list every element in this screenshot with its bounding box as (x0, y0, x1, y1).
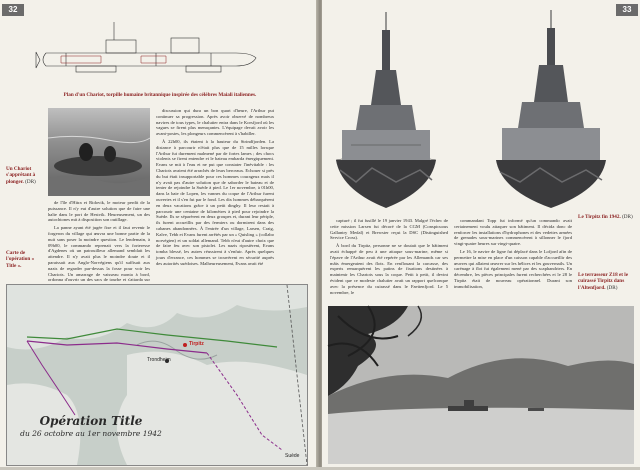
map-label-trondheim: Trondheim (147, 357, 171, 363)
paragraph: discussion qui dura un bon quart d'heure, l'Arthur put continuer sa progression. Après avoir observé de nombreux navires de tous types, le chalutier entra dans le Korsfjord où les vagues se firent plus menaçantes. L'équipage devait avoir les avant-postes, les plongeurs commencèrent à s'habiller. (156, 108, 274, 137)
paragraph: La panne ayant été jugée fixe et il faut revenir le forgeron du village qui œuvra une bonne partie de la nuit sans poser la moindre question. Le lendemain, à 09h00, le commando reprenait vers la forteresse d'Agdenes où un patrouilleur allemand semblait les attendre. Il n'y avait plus le moindre doute et il paraissait aux Anglo-Norvégiens qu'il suffisait aux nazis de regarder par-dessus la fosse pour voir les Chariots. Un amarrage de vaisseau monta à bord, ordonna d'ouvrir un des sacs de tourbe et s'attarda sur (48, 225, 150, 283)
text-column-4 (454, 218, 572, 304)
paragraph: À 22h00, ils étaient à la hauteur du Strindfjorden. La distance à parcourir n'était plus que de 15 milles lorsque l'Arthur fut durement malmené par de fortes lames ; des chocs violents se firent entendre et le bateau embarda énergiquement. Evans se mit à l'eau et ne put que constater l'inévitable : les Chariots avaient été arrachés de leurs berceaux. Echouer si près du but était insupportable pour ces hommes courageux mais il n'y avait pas d'autre solution que de saborder le bateau et de tenter de rejoindre la Suède à pied. Le 1er novembre, à 01h00, dans la baie de Lopen, les vannes du coque de l'Arthur furent ouvertes et il s'en fut par le fond. Les dix hommes débarquèrent en deux vacations grâce à un petit dinghy. Il leur restait à parcourir une centaine de kilomètres à pied pour rejoindre la Suède. Ils se séparèrent en deux groupes et, durant leur périple, ils furent accueillis par des fermiers ou dormirent dans des cabanes abandonnées. À l'entrée d'un village, Larsen, Craig, Kalve, Tebb et Evans furent arrêtés par un « Quisling » (collabo norvégien) et un soldat allemand. Tebb n'eut d'autre choix que de faire feu avec son pistolet. Les nazis ripostèrent, Evans tomba blessé, les autres réussirent à s'enfuir. Après quelques jours d'errance, ces hommes se trouvèrent en sécurité auprès des autorités suédoises. Malheureusement, Evans avait été (156, 138, 274, 266)
map-title: Opération Title (39, 414, 143, 428)
caption-tirpitz: Le Tirpitz fin 1942. (DR) (578, 214, 633, 220)
tirpitz-profile-drawings (336, 10, 616, 215)
caption-trawler: Le terrasseur Z18 et le cuirassé Tirpitz dans l'Altenfjord. (DR) (578, 272, 629, 291)
map-title-block (16, 414, 166, 438)
map-label-suede: Suède (285, 453, 300, 459)
map-subtitle: du 26 octobre au 1er novembre 1942 (20, 429, 162, 438)
chariot-plan-drawing (36, 8, 276, 88)
operation-map (6, 284, 308, 466)
paragraph: À bord du Tirpitz, personne ne se doutait que le bâtiment avait échappé de peu à une attaque sous-marine, même si l'épave de l'Arthur avait été repérée par les Allemands car ses mâts émergeaient des flots. En renflouant la carcasse, des experts remarquèrent les patins de fixations destinées à maintenir les Chariots sous la coque. Petit à petit, il devint évident que ce modeste chalutier avait un rapport quelconque avec la présence du cuirassé dans le Faettenfjord. Le 5 novembre, le (330, 243, 448, 295)
paragraph: capturé ; il fut fusillé le 19 janvier 1943. Malgré l'échec de cette mission Larsen fut décoré de la CGM (Conspicuous Gallantry Medal) et Brewster reçut la DSC (Distinguished Service Cross). (330, 218, 448, 241)
text-column-1 (48, 200, 150, 282)
paragraph: commandant Topp fut informé qu'un commando avait certainement voulu attaquer son bâtiment. Il décida donc de renforcer les installations d'hydrophones et des vedettes armées de grenades sous-marines commencèrent à sillonner le fjord vingt-quatre heures sur vingt-quatre. (454, 218, 572, 247)
map-label-tirpitz: Tirpitz (189, 341, 204, 347)
text-column-2 (156, 108, 274, 282)
caption-map: Carte de l'opération « Title ». (6, 250, 35, 269)
right-page (322, 0, 640, 467)
page-number-right: 33 (616, 4, 638, 16)
paragraph: de l'île d'Hitra et Ridovik, le moteur perdit de la puissance. Il n'y eut d'autre solution que de faire une halte dans le port de Hestvik. Heureusement, un des autochtones mit à disposition son outillage. (48, 200, 150, 223)
caption-chariot-plan: Plan d'un Chariot, torpille humaine britannique inspirée des célèbres Maiali italiennes. (63, 92, 257, 98)
page-number-left: 32 (2, 4, 24, 16)
paragraph: Le 16, le navire de ligne fut déplacé dans le Lofjord afin de permettre la mise en place d'un caisson capable d'accueillir des œuvres qui allaient œuvrer sur les hélices et les gouvernails. Un carénage à flot fut également mené par des scaphandriers. En décembre, les pièces principales furent recherchées et le 28 le Tirpitz était de nouveau opérationnel. Durant son immobilisation, (454, 248, 572, 289)
text-column-3 (330, 218, 448, 304)
chariot-photo (48, 108, 150, 196)
caption-chariot-photo: Un Chariot s'apprêtant à plonger. (DR) (6, 166, 36, 185)
fjord-photo (328, 306, 634, 464)
left-page (0, 0, 318, 467)
